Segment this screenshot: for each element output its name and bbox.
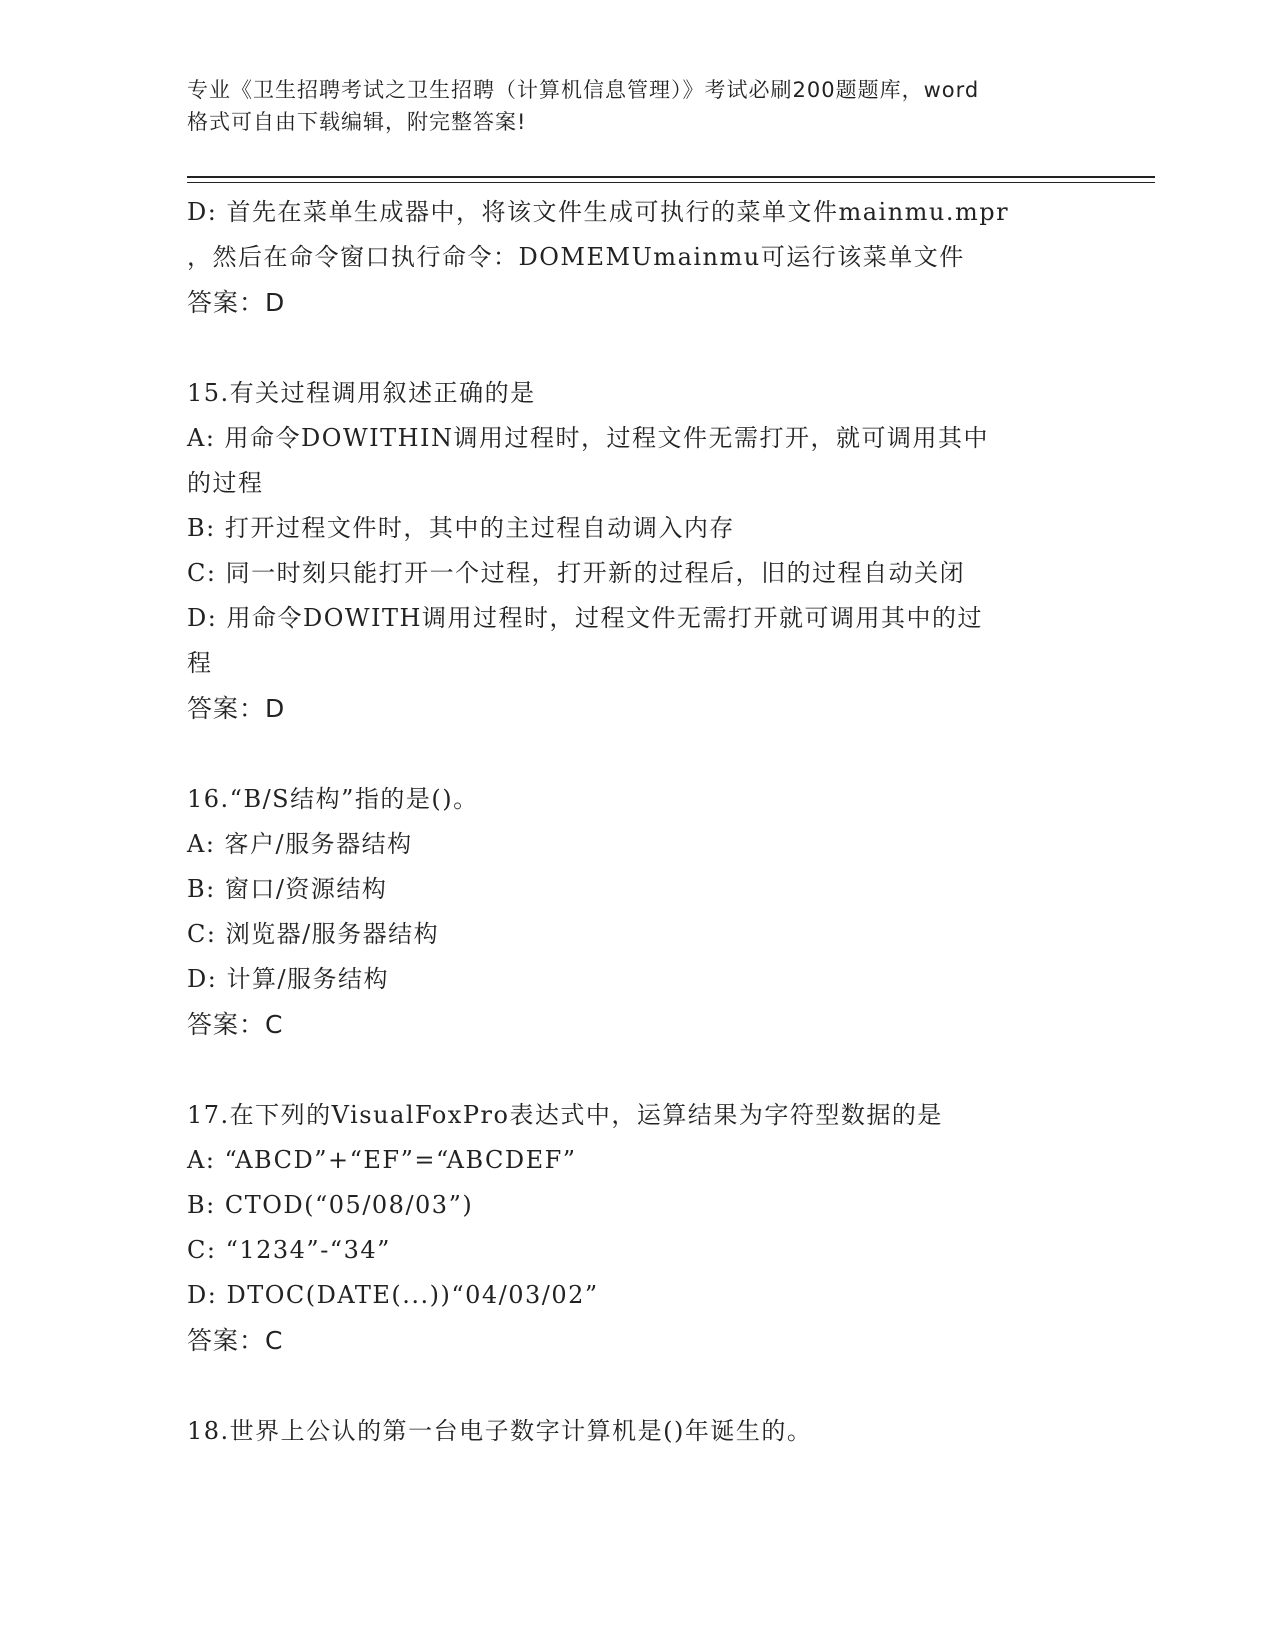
header-rule-thick <box>187 176 1155 178</box>
q15-option-d-line-2: 程 <box>187 649 213 677</box>
q15-option-c: C: 同一时刻只能打开一个过程，打开新的过程后，旧的过程自动关闭 <box>187 559 966 587</box>
q15-option-a-line-2: 的过程 <box>187 469 264 497</box>
q17-option-c: C: “1234”-“34” <box>187 1236 391 1264</box>
q15-option-a-line-1: A: 用命令DOWITHIN调用过程时，过程文件无需打开，就可调用其中 <box>187 424 990 452</box>
q14-option-d-line-2: ，然后在命令窗口执行命令：DOMEMUmainmu可运行该菜单文件 <box>187 243 965 271</box>
q15-question: 15.有关过程调用叙述正确的是 <box>187 379 536 407</box>
q17-option-d: D: DTOC(DATE(...))“04/03/02” <box>187 1281 599 1309</box>
spacer <box>187 325 1087 371</box>
q17-answer: 答案：C <box>187 1326 284 1355</box>
document-header <box>187 74 1087 138</box>
spacer <box>187 731 1087 777</box>
q14-option-d-line-1: D: 首先在菜单生成器中，将该文件生成可执行的菜单文件mainmu.mpr <box>187 198 1010 226</box>
q17-question: 17.在下列的VisualFoxPro表达式中，运算结果为字符型数据的是 <box>187 1101 943 1129</box>
spacer <box>187 1047 1087 1093</box>
q16-option-a: A: 客户/服务器结构 <box>187 830 413 858</box>
q15-option-b: B: 打开过程文件时，其中的主过程自动调入内存 <box>187 514 735 542</box>
question-18-block <box>187 1409 1087 1454</box>
q16-option-b: B: 窗口/资源结构 <box>187 875 388 903</box>
q16-option-c: C: 浏览器/服务器结构 <box>187 920 440 948</box>
q15-answer: 答案：D <box>187 694 286 723</box>
question-16-block <box>187 777 1087 1047</box>
spacer <box>187 1363 1087 1409</box>
question-14-block <box>187 190 1087 325</box>
q17-option-a: A: “ABCD”+“EF”=“ABCDEF” <box>187 1146 577 1174</box>
question-content <box>187 190 1087 1454</box>
header-line-2: 格式可自由下载编辑，附完整答案! <box>187 110 527 134</box>
q16-answer: 答案：C <box>187 1010 284 1039</box>
q17-option-b: B: CTOD(“05/08/03”) <box>187 1191 474 1219</box>
question-17-block <box>187 1093 1087 1363</box>
header-rule-thin <box>187 182 1155 183</box>
q15-option-d-line-1: D: 用命令DOWITH调用过程时，过程文件无需打开就可调用其中的过 <box>187 604 983 632</box>
q16-option-d: D: 计算/服务结构 <box>187 965 390 993</box>
question-15-block <box>187 371 1087 731</box>
q16-question: 16.“B/S结构”指的是()。 <box>187 785 479 813</box>
q14-answer: 答案：D <box>187 288 286 317</box>
q18-question: 18.世界上公认的第一台电子数字计算机是()年诞生的。 <box>187 1417 813 1445</box>
header-line-1: 专业《卫生招聘考试之卫生招聘（计算机信息管理）》考试必刷200题题库，word <box>187 78 980 102</box>
